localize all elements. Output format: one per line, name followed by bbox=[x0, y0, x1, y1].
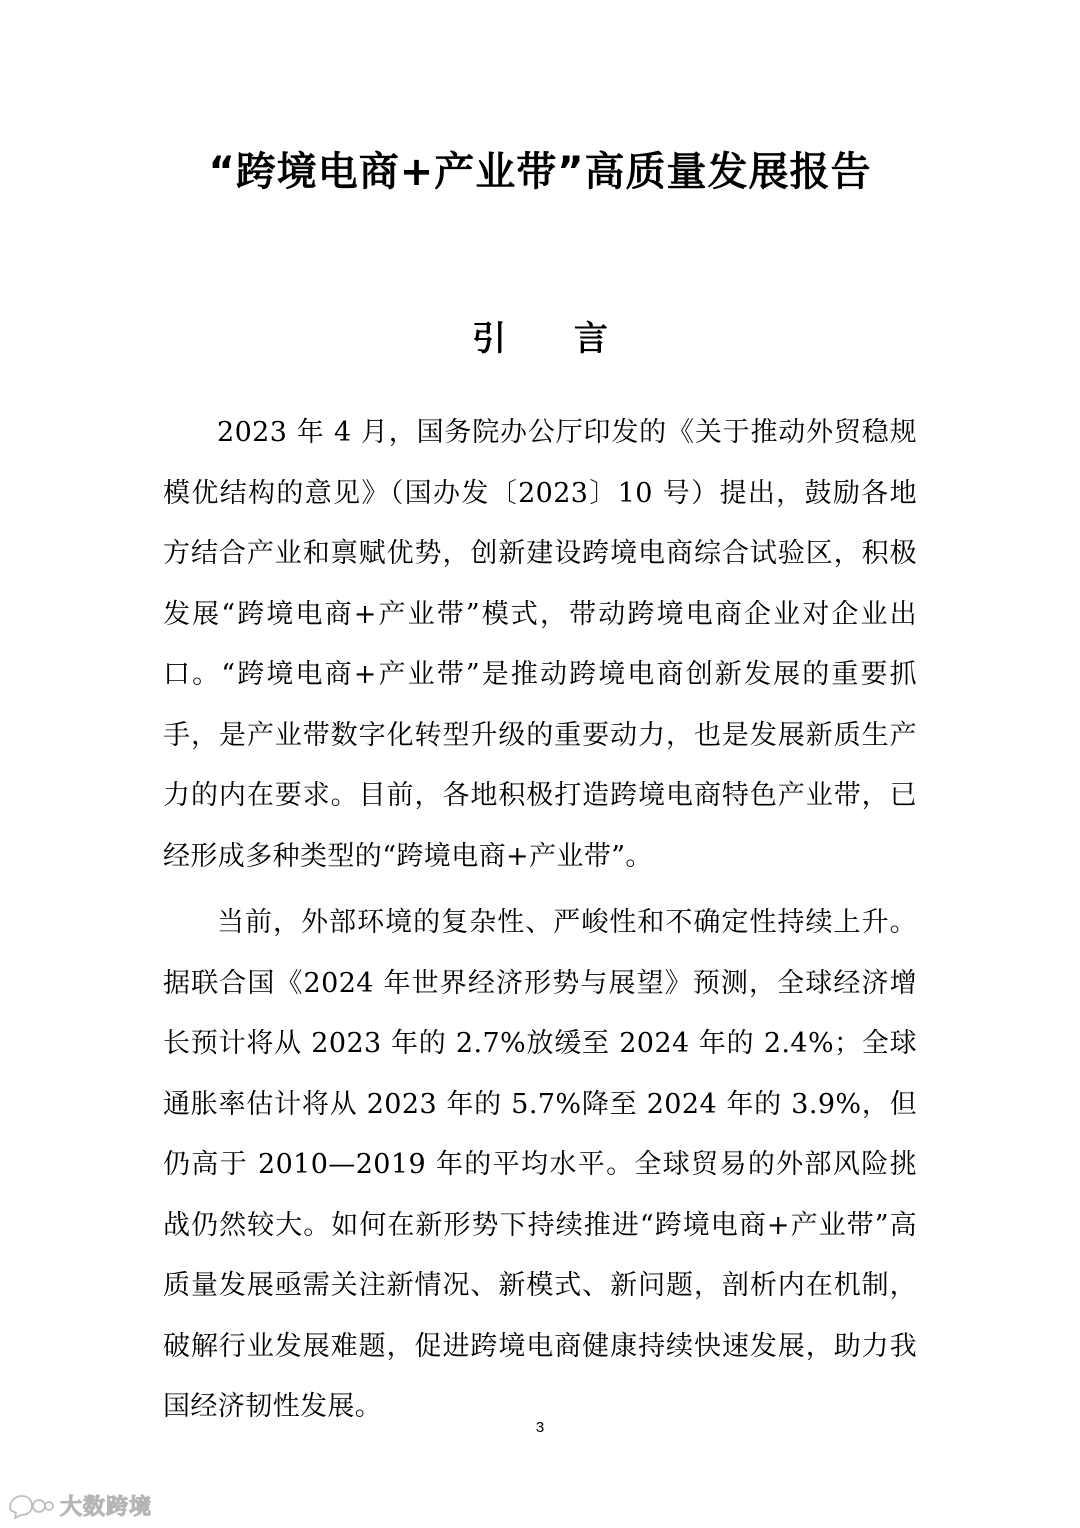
page-number: 3 bbox=[535, 1419, 545, 1436]
watermark bbox=[6, 1490, 152, 1521]
body-text bbox=[163, 403, 917, 1444]
section-heading: 引 言 bbox=[472, 319, 636, 359]
watermark-text: 大数跨境 bbox=[60, 1495, 153, 1520]
page-title: “跨境电商+产业带”高质量发展报告 bbox=[208, 149, 872, 195]
paragraph-2: 当前，外部环境的复杂性、严峻性和不确定性持续上升。据联合国《2024 年世界经济形势与展望》预测，全球经济增长预计将从 2023 年的 2.7%放缓至 2024 年的 2.4%；全球通胀率估计将从 2023 年的 5.7%降至 2024 年的 3.9%，但仍高于 2010—2019 年的平均水平。全球贸易的外部风险挑战仍然较大。如何在新形势下持续推进“跨境电商+产业带”高质量发展亟需关注新情况、新模式、新问题，剖析内在机制，破解行业发展难题，促进跨境电商健康持续快速发展，助力我国经济韧性发展。 bbox=[163, 907, 917, 1422]
chat-bubble-logo-icon bbox=[6, 1492, 54, 1520]
paragraph-1: 2023 年 4 月，国务院办公厅印发的《关于推动外贸稳规模优结构的意见》（国办发〔2023〕10 号）提出，鼓励各地方结合产业和禀赋优势，创新建设跨境电商综合试验区，积极发展“跨境电商+产业带”模式，带动跨境电商企业对企业出口。“跨境电商+产业带”是推动跨境电商创新发展的重要抓手，是产业带数字化转型升级的重要动力，也是发展新质生产力的内在要求。目前，各地积极打造跨境电商特色产业带，已经形成多种类型的“跨境电商+产业带”。 bbox=[163, 417, 917, 872]
